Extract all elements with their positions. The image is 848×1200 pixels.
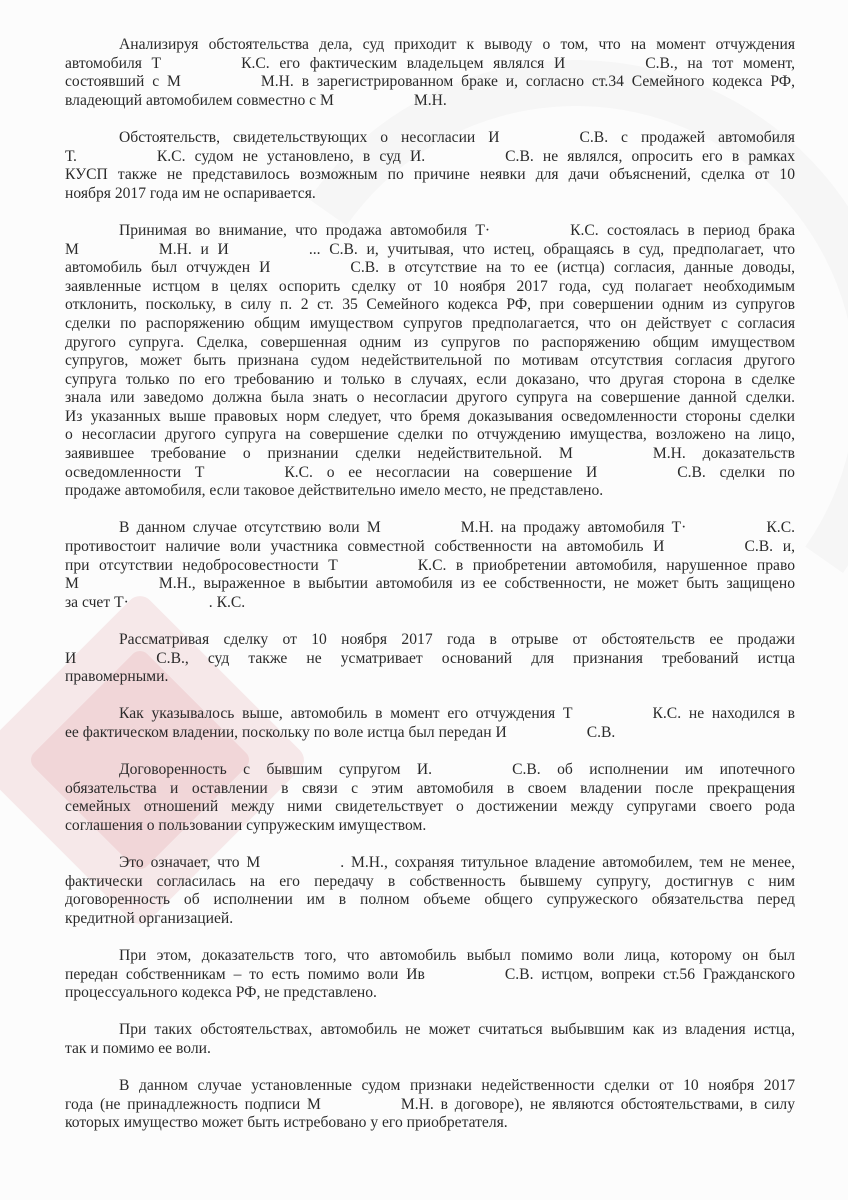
paragraph (65, 36, 795, 110)
text-line: КУСП также не представилось возможным по причине неявки для дачи объяснений, сделка от 10 (65, 166, 795, 184)
text-line: года (не принадлежность подписи М М.Н. в договоре), не являются обстоятельствами, в силу (65, 1095, 795, 1113)
paragraph (65, 1021, 795, 1058)
text-line: фактически согласилась на его передачу в собственность бывшему супругу, достигнув с ним (65, 872, 795, 890)
text-line: которых имущество может быть истребовано у его приобретателя. (65, 1114, 508, 1132)
paragraph (65, 705, 795, 742)
paragraph-spacer (65, 1003, 795, 1022)
text-line: автомобиля Т К.С. его фактическим владельцем являлся И С.В., на тот момент, (65, 54, 795, 72)
text-line: соглашения о пользовании супружеским имуществом. (65, 816, 427, 834)
text-line: Обстоятельств, свидетельствующих о несогласии И С.В. с продажей автомобиля (119, 128, 795, 146)
paragraph-spacer (65, 612, 795, 631)
text-line: другого супруга. Сделка, совершенная одним из супругов по распоряжению общим имуществом (65, 333, 795, 351)
text-line: заявленные истцом в целях оспорить сделку от 10 ноября 2017 года, суд полагает необходимым (65, 277, 795, 295)
text-line: о несогласии другого супруга на совершение сделки по отчуждению имущества, возложено на лицо, (65, 426, 795, 444)
text-line: В данном случае отсутствию воли М М.Н. на продажу автомобиля Т· К.С. (119, 519, 795, 537)
text-line: договоренность об исполнении им в полном объеме общего супружеского обязательства перед (65, 891, 795, 909)
paragraph-spacer (65, 687, 795, 706)
text-line: Из указанных выше правовых норм следует, что бремя доказывания осведомленности стороны сделки (65, 407, 795, 425)
text-line: обязательства и оставлении в связи с этим автомобиля в своем владении после прекращения (65, 779, 795, 797)
text-line: И С.В., суд также не усматривает оснований для признания требований истца (65, 649, 795, 667)
paragraph-spacer (65, 743, 795, 762)
document-body (65, 36, 795, 1133)
text-line: Договоренность с бывшим супругом И. С.В. об исполнении им ипотечного (119, 761, 795, 779)
text-line: ее фактическом владении, поскольку по воле истца был передан И С.В. (65, 723, 616, 741)
paragraph-spacer (65, 501, 795, 520)
text-line: ноября 2017 года им не оспаривается. (65, 184, 316, 202)
text-line: сделки по распоряжению общим имуществом супругов предполагается, что он действует с согласия (65, 314, 795, 332)
text-line: знала или заведомо должна была знать о несогласии другого супруга на совершение данной сделки. (65, 389, 795, 407)
paragraph (65, 854, 795, 928)
text-line: М М.Н. и И ... С.В. и, учитывая, что истец, обращаясь в суд, предполагает, что (65, 240, 795, 258)
paragraph-spacer (65, 203, 795, 222)
text-line: передан собственникам – то есть помимо воли Ив С.В. истцом, вопреки ст.56 Гражданского (65, 965, 795, 983)
text-line: Это означает, что М . М.Н., сохраняя титульное владение автомобилем, тем не менее, (119, 854, 795, 872)
text-line: При таких обстоятельствах, автомобиль не может считаться выбывшим как из владения истца, (119, 1021, 795, 1039)
text-line: продаже автомобиля, если таковое действительно имело место, не представлено. (65, 482, 604, 500)
text-line: кредитной организацией. (65, 909, 234, 927)
text-line: автомобиль был отчужден И С.В. в отсутствие на то ее (истца) согласия, данные доводы, (65, 259, 795, 277)
text-line: осведомленности Т К.С. о ее несогласии на совершение И С.В. сделки по (65, 463, 795, 481)
text-line: правомерными. (65, 668, 169, 686)
text-line: семейных отношений между ними свидетельствует о достижении между супругами своего рода (65, 798, 795, 816)
text-line: супруга только по его требованию и только в случаях, если доказано, что другая сторона в сделке (65, 370, 795, 388)
paragraph (65, 519, 795, 612)
text-line: при отсутствии недобросовестности Т К.С. в приобретении автомобиля, нарушенное право (65, 556, 795, 574)
paragraph (65, 1077, 795, 1133)
text-line: процессуального кодекса РФ, не представлено. (65, 984, 377, 1002)
text-line: Т. К.С. судом не установлено, в суд И. С.В. не являлся, опросить его в рамках (65, 147, 795, 165)
paragraph-spacer (65, 836, 795, 855)
text-line: так и помимо ее воли. (65, 1040, 211, 1058)
text-line: супругов, может быть признана судом недействительной по мотивам отсутствия согласия другого (65, 352, 795, 370)
text-line: Принимая во внимание, что продажа автомобиля Т· К.С. состоялась в период брака (119, 221, 795, 239)
text-line: состоявший с М М.Н. в зарегистрированном браке и, согласно ст.34 Семейного кодекса РФ, (65, 73, 795, 91)
text-line: М М.Н., выраженное в выбытии автомобиля из ее собственности, не может быть защищено (65, 575, 795, 593)
text-line: за счет Т· . К.С. (65, 593, 246, 611)
text-line: заявившее требование о признании сделки недействительной. М М.Н. доказательств (65, 445, 795, 463)
paragraph (65, 222, 795, 501)
paragraph-spacer (65, 929, 795, 948)
text-line: Рассматривая сделку от 10 ноября 2017 года в отрыве от обстоятельств ее продажи (119, 631, 795, 648)
paragraph-spacer (65, 110, 795, 129)
text-line: отклонить, поскольку, в силу п. 2 ст. 35 Семейного кодекса РФ, при совершении одним из супругов (65, 296, 795, 314)
text-line: При этом, доказательств того, что автомобиль выбыл помимо воли лица, которому он был (119, 947, 795, 965)
paragraph (65, 761, 795, 835)
text-line: Как указывалось выше, автомобиль в момент его отчуждения Т К.С. не находился в (119, 705, 795, 723)
paragraph-spacer (65, 1059, 795, 1078)
paragraph (65, 947, 795, 1003)
paragraph (65, 631, 795, 687)
text-line: противостоит наличие воли участника совместной собственности на автомобиль И С.В. и, (65, 538, 795, 556)
paragraph (65, 129, 795, 203)
text-line: владеющий автомобилем совместно с М М.Н. (65, 91, 447, 109)
text-line: В данном случае установленные судом признаки недейственности сделки от 10 ноября 2017 (119, 1077, 795, 1095)
text-line: Анализируя обстоятельства дела, суд приходит к выводу о том, что на момент отчуждения (119, 36, 795, 53)
